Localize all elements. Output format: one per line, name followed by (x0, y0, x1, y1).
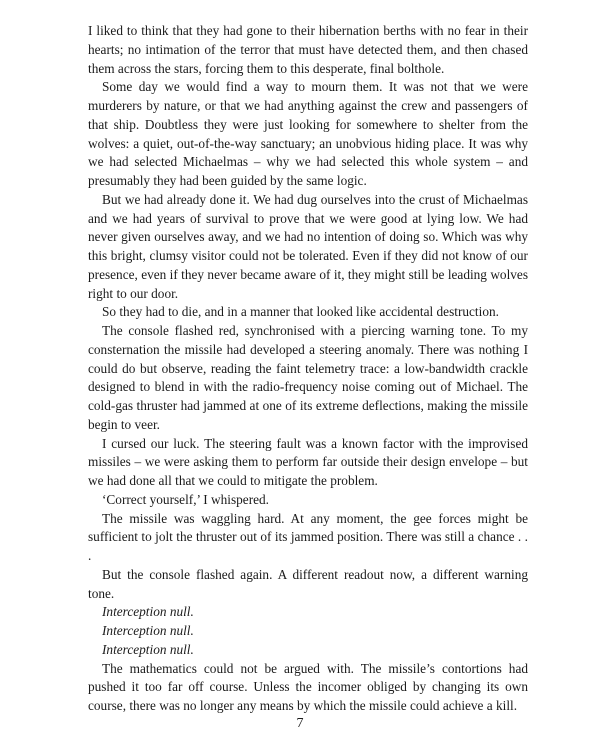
paragraph: But we had already done it. We had dug ourselves into the crust of Michaelmas and we had years of survival to prove that we were good at lying low. We had never given ourselves away, and we had no intention of doing so. Which was why this bright, clumsy visitor could not be tolerated. Even if they did not know of our presence, even if they never became aware of it, they might still be leading wolves right to our door. (88, 191, 528, 301)
paragraph: But the console flashed again. A different readout now, a different warning tone. (88, 566, 528, 601)
page-body (88, 22, 528, 716)
italic-line: Interception null. (102, 623, 194, 638)
paragraph: ‘Correct yourself,’ I whispered. (102, 491, 270, 507)
paragraph: The console flashed red, synchronised with a piercing warning tone. To my consternation the missile had developed a steering anomaly. There was nothing I could do but observe, reading the faint telemetry trace: a low-bandwidth crackle designed to blend in with the radio-frequency noise coming out of Michael. The cold-gas thruster had jammed at one of its extreme deflections, making the missile begin to veer. (88, 323, 528, 432)
paragraph: The missile was waggling hard. At any moment, the gee forces might be sufficient to jolt the thruster out of its jammed position. There was still a chance . . . (88, 510, 528, 563)
paragraph: So they had to die, and in a manner that looked like accidental destruction. (102, 304, 499, 320)
paragraph: I cursed our luck. The steering fault was a known factor with the improvised missiles – we were asking them to perform far outside their design envelope – but we had done all that we could to mitigate the problem. (88, 435, 528, 488)
italic-line: Interception null. (102, 604, 194, 620)
page-number: 7 (296, 716, 304, 731)
paragraph: Some day we would find a way to mourn them. It was not that we were murderers by nature, or that we had anything against the crew and passengers of that ship. Doubtless they were just looking for somewhere to shelter from the wolves: a quiet, out-of-the-way sanctuary; an unobvious hiding place. It was why we had selected Michaelmas – why we had selected this whole system – and presumably they had been guided by the same logic. (88, 79, 528, 188)
paragraph: The mathematics could not be argued with. The missile’s contortions had pushed it too far off course. Unless the incomer obliged by changing its own course, there was no longer any means by which the missile could achieve a kill. (88, 660, 528, 713)
paragraph: I liked to think that they had gone to their hibernation berths with no fear in their hearts; no intimation of the terror that must have detected them, and then chased them across the stars, forcing them to this desperate, final bolthole. (88, 23, 528, 76)
italic-line: Interception null. (102, 641, 194, 657)
